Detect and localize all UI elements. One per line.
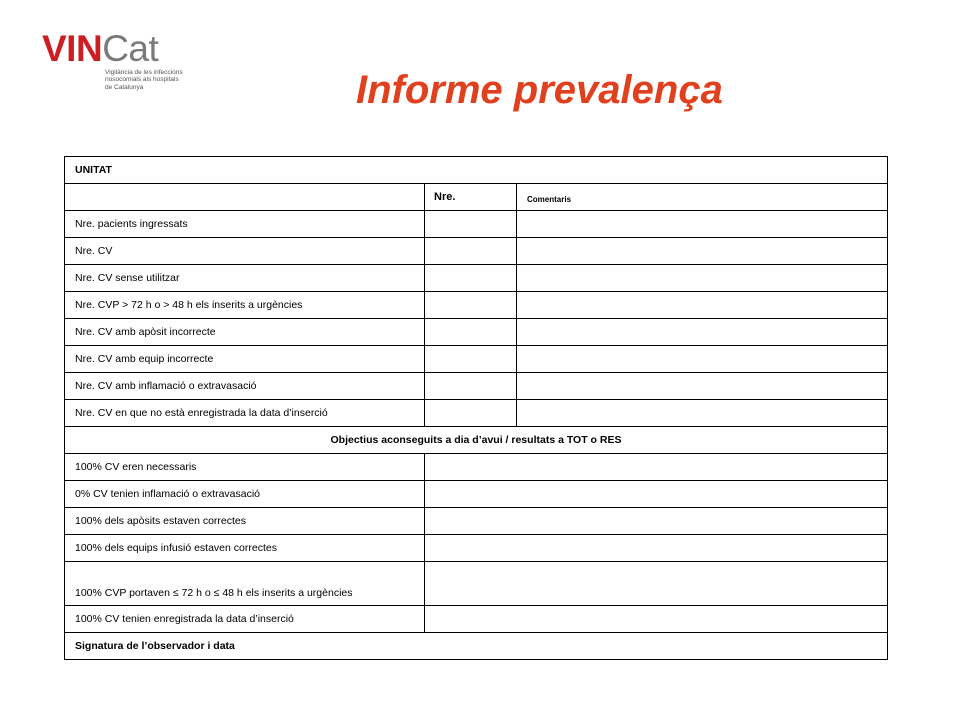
objective-row (64, 535, 888, 562)
signature-row[interactable] (64, 633, 888, 660)
indicator-count-cell[interactable] (424, 292, 516, 318)
indicator-label: Nre. CV sense utilitzar (75, 272, 180, 284)
column-header-row (64, 184, 888, 211)
objective-label: 100% CV tenien enregistrada la data d’inserció (75, 613, 294, 625)
objective-result-cell[interactable] (424, 606, 887, 632)
objective-row (64, 562, 888, 606)
indicator-label: Nre. CV amb apòsit incorrecte (75, 326, 216, 338)
indicator-label: Nre. CV amb inflamació o extravasació (75, 380, 257, 392)
objective-result-cell[interactable] (424, 562, 887, 605)
indicator-row (64, 292, 888, 319)
indicator-comment-cell[interactable] (516, 346, 887, 372)
logo-tagline: Vigilància de les infeccions nosocomials als hospitals de Catalunya (105, 69, 183, 91)
unit-row (64, 157, 888, 184)
objective-result-cell[interactable] (424, 481, 887, 507)
logo-wordmark: VINCat (42, 28, 159, 69)
objective-label: 100% CVP portaven ≤ 72 h o ≤ 48 h els inserits a urgències (75, 587, 353, 599)
indicator-count-cell[interactable] (424, 400, 516, 426)
objective-result-cell[interactable] (424, 508, 887, 534)
header-blank-cell (65, 184, 424, 210)
indicator-count-cell[interactable] (424, 265, 516, 291)
indicator-row (64, 265, 888, 292)
indicator-row (64, 238, 888, 265)
objective-row (64, 481, 888, 508)
indicator-count-cell[interactable] (424, 346, 516, 372)
indicator-comment-cell[interactable] (516, 400, 887, 426)
indicator-comment-cell[interactable] (516, 211, 887, 237)
vincat-logo (42, 30, 212, 90)
objective-result-cell[interactable] (424, 535, 887, 561)
objective-label: 100% dels equips infusió estaven correctes (75, 542, 277, 554)
indicator-count-cell[interactable] (424, 211, 516, 237)
page-title: Informe prevalença (356, 68, 723, 112)
objectives-header: Objectius aconseguits a dia d’avui / resultats a TOT o RES (330, 434, 622, 446)
indicator-row (64, 211, 888, 238)
indicator-comment-cell[interactable] (516, 373, 887, 399)
indicator-row (64, 346, 888, 373)
objective-row (64, 454, 888, 481)
indicator-count-cell[interactable] (424, 319, 516, 345)
indicator-comment-cell[interactable] (516, 238, 887, 264)
objectives-header-row (64, 427, 888, 454)
indicator-label: Nre. CV (75, 245, 113, 257)
indicator-comment-cell[interactable] (516, 319, 887, 345)
indicator-count-cell[interactable] (424, 238, 516, 264)
indicator-row (64, 400, 888, 427)
indicator-row (64, 373, 888, 400)
indicator-label: Nre. CV amb equip incorrecte (75, 353, 214, 365)
indicator-label: Nre. CV en que no està enregistrada la data d’inserció (75, 407, 328, 419)
objective-label: 100% CV eren necessaris (75, 461, 197, 473)
objective-row (64, 606, 888, 633)
prevalence-report-table (64, 156, 888, 660)
column-header-nre: Nre. (424, 184, 516, 210)
objective-label: 0% CV tenien inflamació o extravasació (75, 488, 261, 500)
signature-label: Signatura de l’observador i data (75, 640, 235, 652)
indicator-label: Nre. pacients ingressats (75, 218, 188, 230)
indicator-count-cell[interactable] (424, 373, 516, 399)
indicator-comment-cell[interactable] (516, 292, 887, 318)
indicator-row (64, 319, 888, 346)
objective-label: 100% dels apòsits estaven correctes (75, 515, 247, 527)
unit-label: UNITAT (75, 164, 112, 176)
objective-row (64, 508, 888, 535)
objective-result-cell[interactable] (424, 454, 887, 480)
indicator-label: Nre. CVP > 72 h o > 48 h els inserits a urgències (75, 299, 303, 311)
column-header-comments: Comentaris (516, 184, 887, 210)
indicator-comment-cell[interactable] (516, 265, 887, 291)
